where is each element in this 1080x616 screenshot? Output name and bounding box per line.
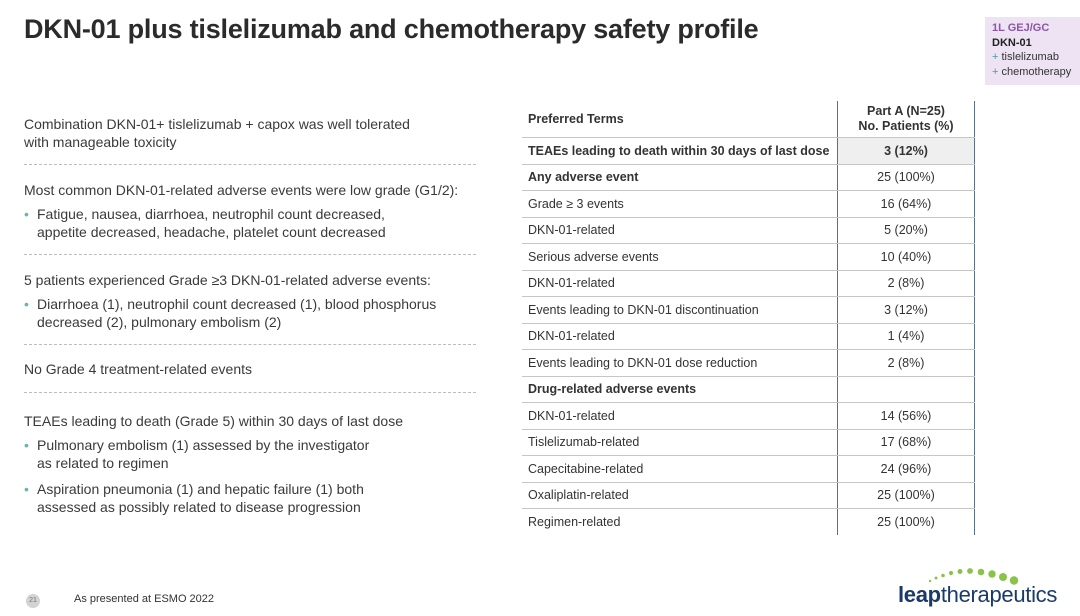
logo-leap: leap [898,582,941,607]
header-preferred-terms: Preferred Terms [522,101,838,138]
row-value: 3 (12%) [838,297,975,324]
row-term: TEAEs leading to death within 30 days of last dose [522,138,838,165]
row-term: Any adverse event [522,164,838,191]
row-value: 2 (8%) [838,270,975,297]
row-term: DKN-01-related [522,270,838,297]
summary-bullet [24,295,462,331]
table-row [522,138,975,165]
safety-table [522,101,975,535]
table-row [522,509,975,535]
summary-section [24,345,476,393]
table-row [522,350,975,377]
tag-combo-1 [992,50,1080,65]
header-part-a-line2: No. Patients (%) [858,119,954,133]
summary-section [24,393,476,529]
row-term: Events leading to DKN-01 dose reduction [522,350,838,377]
row-value: 16 (64%) [838,191,975,218]
tag-plus-2: + [992,65,999,78]
summary-section [24,255,476,345]
row-value: 2 (8%) [838,350,975,377]
page-number: 21 [26,594,40,608]
table-row [522,403,975,430]
table-row [522,297,975,324]
table-row [522,429,975,456]
row-value: 1 (4%) [838,323,975,350]
tag-combo-1-text: tislelizumab [998,51,1059,63]
summary-section [24,165,476,255]
summary-heading: No Grade 4 treatment-related events [24,361,253,377]
row-term: Serious adverse events [522,244,838,271]
summary-panel [24,108,476,529]
footnote: As presented at ESMO 2022 [74,593,215,605]
logo-wordmark [898,582,1057,608]
row-term: DKN-01-related [522,403,838,430]
logo-therapeutics: therapeutics [940,582,1058,607]
row-value: 17 (68%) [838,429,975,456]
bullet-text: Pulmonary embolism (1) assessed by the investigator as related to regimen [37,437,370,471]
row-value: 10 (40%) [838,244,975,271]
tag-indication: 1L GEJ/GC [992,22,1050,34]
row-value: 14 (56%) [838,403,975,430]
table-row [522,376,975,403]
row-term: Events leading to DKN-01 discontinuation [522,297,838,324]
row-term: DKN-01-related [522,217,838,244]
bullet-dot-icon: • [24,206,29,222]
table-row [522,164,975,191]
summary-bullet [24,436,382,472]
row-term: DKN-01-related [522,323,838,350]
row-term: Regimen-related [528,514,621,529]
row-value: 25 (100%) [838,482,975,509]
row-value: 24 (96%) [838,456,975,483]
company-logo [898,565,1058,609]
row-value [838,376,975,403]
row-value: 25 (100%) [838,164,975,191]
table-row [522,456,975,483]
tag-combo-2 [992,65,1080,80]
row-term: Capecitabine-related [522,456,838,483]
row-term: Oxaliplatin-related [522,482,838,509]
table-row [522,191,975,218]
row-value: 25 (100%) [838,509,975,535]
summary-section [24,108,476,165]
bullet-dot-icon: • [24,481,29,497]
table-row [522,270,975,297]
header-part-a-line1: Part A (N=25) [867,104,945,118]
summary-heading: Combination DKN-01+ tislelizumab + capox was well tolerated with manageable toxicity [24,116,410,150]
tag-drug: DKN-01 [992,36,1032,49]
row-term: Grade ≥ 3 events [522,191,838,218]
row-term: Tislelizumab-related [522,429,838,456]
tag-combo-2-text: chemotherapy [998,65,1072,78]
row-value: 5 (20%) [838,217,975,244]
table-row [522,323,975,350]
summary-bullet [24,205,402,241]
bullet-dot-icon: • [24,437,29,453]
header-part-a [838,101,975,138]
bullet-dot-icon: • [24,296,29,312]
summary-heading: Most common DKN-01-related adverse events were low grade (G1/2): [24,182,459,198]
row-term: Drug-related adverse events [522,376,838,403]
tag-plus-1: + [992,51,999,63]
table-header-row [522,101,975,138]
slide-title: DKN-01 plus tislelizumab and chemotherapy safety profile [24,14,759,44]
summary-bullet [24,480,382,516]
summary-heading: TEAEs leading to death (Grade 5) within 30 days of last dose [24,413,403,429]
bullet-text: Diarrhoea (1), neutrophil count decreased (1), blood phosphorus decreased (2), pulmonary embolism (2) [37,296,437,330]
row-value: 3 (12%) [838,138,975,165]
bullet-text: Fatigue, nausea, diarrhoea, neutrophil count decreased, appetite decreased, headache, platelet count decreased [37,206,386,240]
table-row [522,217,975,244]
table-row [522,244,975,271]
table-row [522,482,975,509]
bullet-text: Aspiration pneumonia (1) and hepatic failure (1) both assessed as possibly related to disease progression [37,481,364,515]
summary-heading: 5 patients experienced Grade ≥3 DKN-01-related adverse events: [24,272,431,288]
indication-tag [985,17,1080,85]
